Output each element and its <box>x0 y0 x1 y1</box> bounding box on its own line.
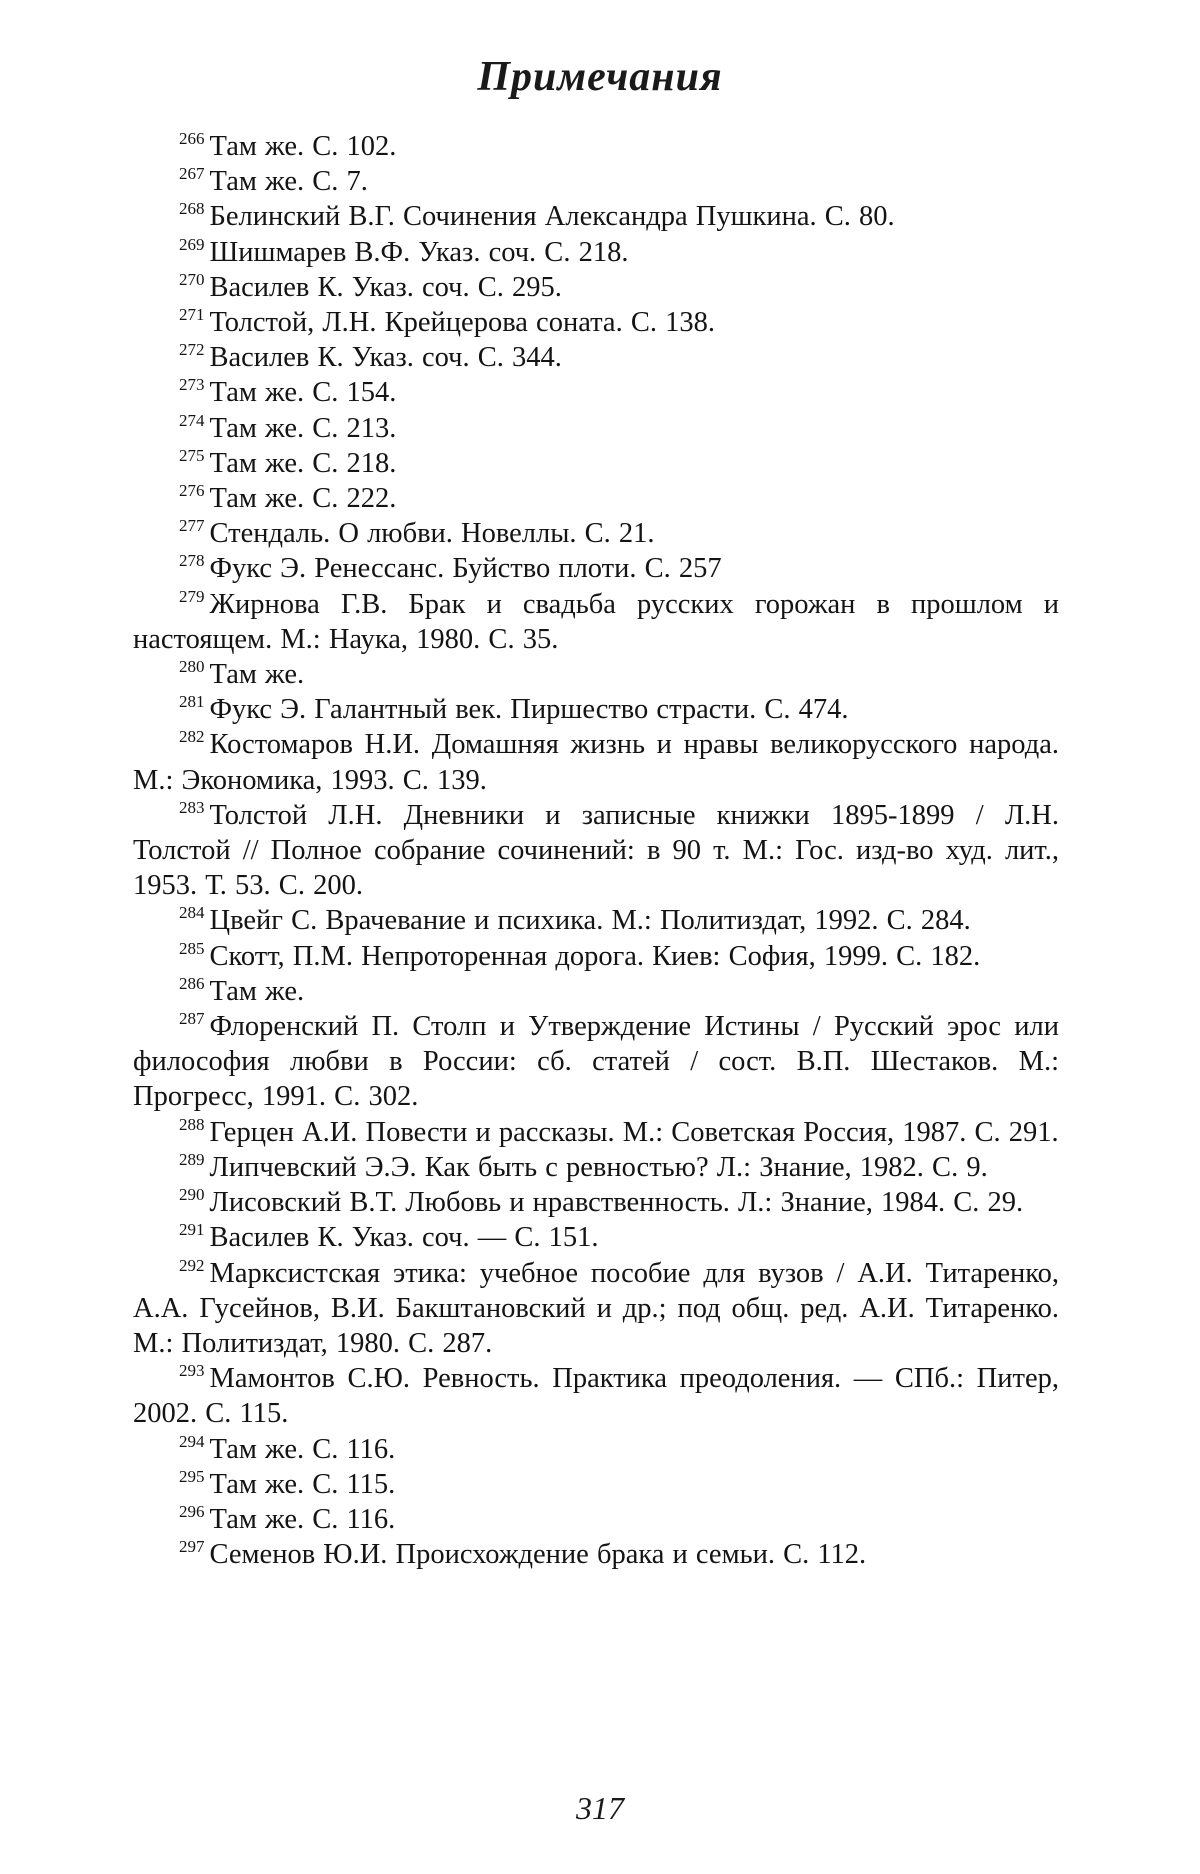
endnote-text: Семенов Ю.И. Происхождение брака и семьи. С. 112. <box>209 1539 867 1571</box>
endnote <box>133 939 1059 974</box>
endnote <box>133 1185 1059 1220</box>
endnote-number: 279 <box>179 586 205 606</box>
endnote-text: Герцен А.И. Повести и рассказы. М.: Советская Россия, 1987. С. 291. <box>209 1116 1059 1148</box>
page-number: 317 <box>576 1790 624 1826</box>
endnote <box>133 727 1059 797</box>
endnote-text: Фукс Э. Галантный век. Пиршество страсти. С. 474. <box>209 694 849 726</box>
endnote-text: Липчевский Э.Э. Как быть с ревностью? Л.: Знание, 1982. С. 9. <box>209 1151 988 1183</box>
endnote-text: Там же. С. 222. <box>209 483 397 515</box>
endnote <box>133 1537 1059 1572</box>
endnote-number: 271 <box>179 305 205 325</box>
endnote-text: Марксистская этика: учебное пособие для вузов / А.И. Титаренко, А.А. Гусейнов, В.И. Бакштановский и др.; под общ. ред. А.И. Титаренко. М.: Политиздат, 1980. С. 287. <box>133 1257 1059 1359</box>
endnote-text: Лисовский В.Т. Любовь и нравственность. Л.: Знание, 1984. С. 29. <box>209 1187 1024 1219</box>
endnote <box>133 270 1059 305</box>
endnote <box>133 375 1059 410</box>
endnote-text: Василев К. Указ. соч. С. 295. <box>209 271 562 303</box>
endnote-text: Там же. С. 213. <box>209 412 397 444</box>
endnote <box>133 1467 1059 1502</box>
endnote <box>133 1150 1059 1185</box>
endnote-number: 267 <box>179 164 205 184</box>
endnote-number: 268 <box>179 199 205 219</box>
endnote <box>133 1009 1059 1115</box>
endnote-text: Там же. С. 115. <box>209 1468 396 1500</box>
endnote-text: Стендаль. О любви. Новеллы. С. 21. <box>209 518 655 550</box>
endnote-number: 292 <box>179 1255 205 1275</box>
endnote-text: Там же. <box>209 975 305 1007</box>
endnote <box>133 1502 1059 1537</box>
endnote-text: Флоренский П. Столп и Утверждение Истины / Русский эрос или философия любви в России: сб. статей / сост. В.П. Шестаков. М.: Прогресс, 1991. С. 302. <box>133 1011 1059 1113</box>
endnote-number: 296 <box>179 1501 205 1521</box>
endnote-number: 297 <box>179 1537 205 1557</box>
endnote-number: 270 <box>179 269 205 289</box>
endnote <box>133 657 1059 692</box>
endnote-number: 288 <box>179 1114 205 1134</box>
endnote-text: Там же. С. 7. <box>209 166 368 198</box>
endnote-text: Белинский В.Г. Сочинения Александра Пушкина. С. 80. <box>209 201 895 233</box>
endnote-number: 274 <box>179 410 205 430</box>
endnote <box>133 516 1059 551</box>
endnote-text: Шишмарев В.Ф. Указ. соч. С. 218. <box>209 236 629 268</box>
endnote-number: 286 <box>179 973 205 993</box>
endnote-text: Мамонтов С.Ю. Ревность. Практика преодоления. — СПб.: Питер, 2002. С. 115. <box>133 1363 1059 1430</box>
endnote-text: Фукс Э. Ренессанс. Буйство плоти. С. 257 <box>209 553 722 585</box>
endnote-text: Василев К. Указ. соч. — С. 151. <box>209 1222 599 1254</box>
endnote-number: 273 <box>179 375 205 395</box>
endnote-number: 293 <box>179 1361 205 1381</box>
endnote <box>133 903 1059 938</box>
endnote-number: 281 <box>179 692 205 712</box>
endnote-number: 294 <box>179 1431 205 1451</box>
endnote-number: 295 <box>179 1466 205 1486</box>
endnote <box>133 340 1059 375</box>
endnote-text: Там же. С. 218. <box>209 447 397 479</box>
endnote <box>133 411 1059 446</box>
endnote-text: Василев К. Указ. соч. С. 344. <box>209 342 562 374</box>
endnotes-list <box>133 129 1059 1572</box>
endnote-text: Толстой Л.Н. Дневники и записные книжки 1895-1899 / Л.Н. Толстой // Полное собрание сочинений: в 90 т. М.: Гос. изд-во худ. лит., 1953. Т. 53. С. 200. <box>133 799 1059 902</box>
endnote <box>133 446 1059 481</box>
endnote-number: 276 <box>179 481 205 501</box>
endnote <box>133 692 1059 727</box>
endnote <box>133 798 1059 904</box>
endnote <box>133 1256 1059 1362</box>
endnote-text: Там же. <box>209 659 305 691</box>
running-head: Примечания <box>477 54 723 100</box>
endnote-number: 289 <box>179 1149 205 1169</box>
endnote-text: Цвейг С. Врачевание и психика. М.: Политиздат, 1992. С. 284. <box>209 905 971 937</box>
endnote-number: 282 <box>179 727 205 747</box>
endnote-text: Там же. С. 116. <box>209 1503 396 1535</box>
endnote-number: 277 <box>179 516 205 536</box>
endnote-text: Там же. С. 116. <box>209 1433 396 1465</box>
endnote-number: 285 <box>179 938 205 958</box>
endnote-text: Толстой, Л.Н. Крейцерова соната. С. 138. <box>209 307 715 339</box>
endnote-text: Там же. С. 154. <box>209 377 397 409</box>
endnote <box>133 1432 1059 1467</box>
endnote <box>133 235 1059 270</box>
endnote-number: 266 <box>179 129 205 148</box>
endnote <box>133 1361 1059 1431</box>
endnote <box>133 551 1059 586</box>
endnote-number: 290 <box>179 1185 205 1205</box>
endnote-number: 287 <box>179 1009 205 1029</box>
endnote-number: 272 <box>179 340 205 360</box>
endnote-number: 280 <box>179 657 205 677</box>
endnote <box>133 481 1059 516</box>
endnote-text: Скотт, П.М. Непротоpенная дорога. Киев: София, 1999. С. 182. <box>209 940 981 972</box>
endnote <box>133 164 1059 199</box>
endnote-number: 275 <box>179 445 205 465</box>
endnote-text: Там же. С. 102. <box>209 131 397 162</box>
endnote-text: Жирнова Г.В. Брак и свадьба русских горожан в прошлом и настоящем. М.: Наука, 1980. С. 35. <box>133 588 1059 655</box>
endnote <box>133 129 1059 164</box>
endnote-number: 291 <box>179 1220 205 1240</box>
endnote-number: 284 <box>179 903 205 923</box>
endnote-text: Костомаров Н.И. Домашняя жизнь и нравы великорусского народа. М.: Экономика, 1993. С. 139. <box>133 729 1059 796</box>
endnote <box>133 974 1059 1009</box>
endnote <box>133 305 1059 340</box>
endnote <box>133 1115 1059 1150</box>
endnote-number: 283 <box>179 797 205 817</box>
endnote <box>133 199 1059 234</box>
endnote <box>133 1220 1059 1255</box>
endnote-number: 269 <box>179 234 205 254</box>
endnote-number: 278 <box>179 551 205 571</box>
endnote <box>133 587 1059 657</box>
